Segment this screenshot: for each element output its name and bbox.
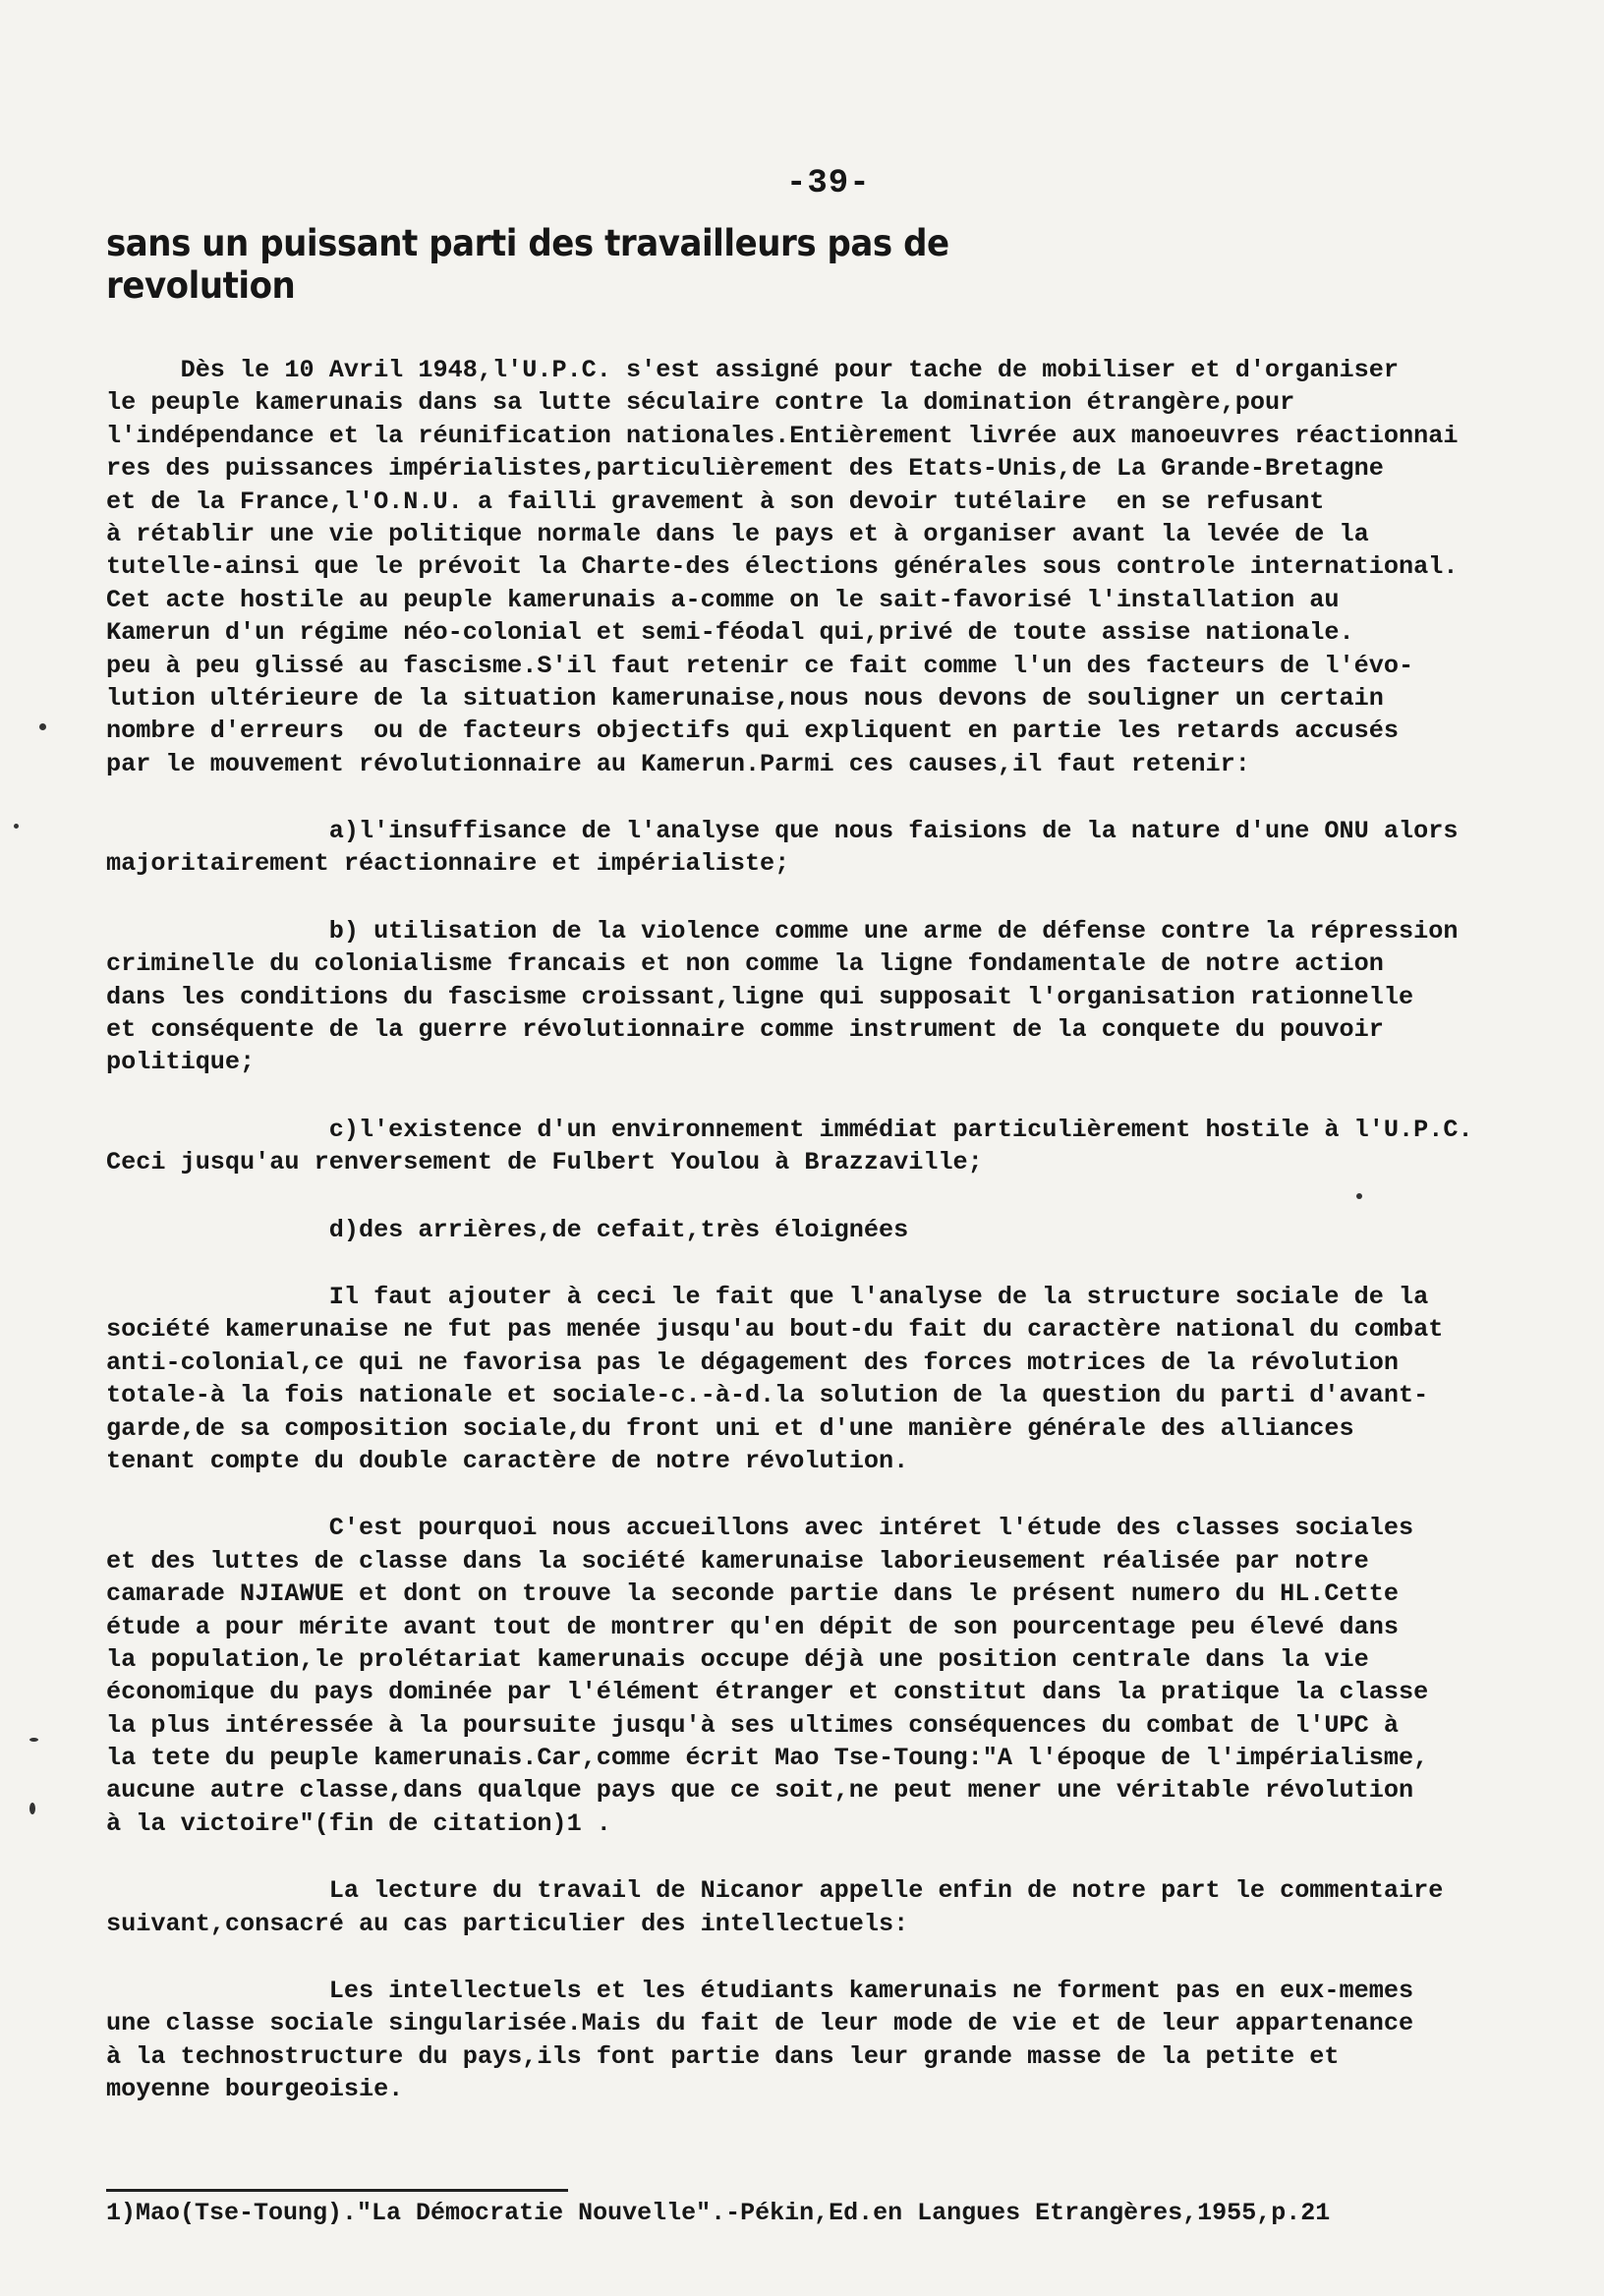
paragraph-gap xyxy=(106,1840,1600,1874)
text-line: camarade NJIAWUE et dont on trouve la seconde partie dans le présent numero du HL.Cette xyxy=(106,1579,1400,1609)
text-line: à la victoire"(fin de citation)1 . xyxy=(106,1808,611,1838)
paragraph-gap xyxy=(106,881,1600,915)
text-line: criminelle du colonialisme francais et non comme la ligne fondamentale de notre action xyxy=(106,949,1384,979)
text-line: la plus intéressée à la poursuite jusqu'à ses ultimes conséquences du combat de l'UPC à xyxy=(106,1710,1400,1740)
text-line: l'indépendance et la réunification nationales.Entièrement livrée aux manoeuvres réactionnai xyxy=(106,421,1459,450)
text-line: politique; xyxy=(106,1048,256,1077)
paragraph-gap xyxy=(106,780,1600,815)
paragraph xyxy=(106,1114,1600,1179)
text-line: et conséquente de la guerre révolutionnaire comme instrument de la conquete du pouvoir xyxy=(106,1015,1384,1045)
text-line: suivant,consacré au cas particulier des intellectuels: xyxy=(106,1909,909,1938)
text-line: une classe sociale singularisée.Mais du fait de leur mode de vie et de leur appartenance xyxy=(106,2009,1414,2038)
paragraph-gap xyxy=(106,1079,1600,1114)
body-text xyxy=(106,354,1600,2106)
text-line: res des puissances impérialistes,particulièrement des Etats-Unis,de La Grande-Bretagne xyxy=(106,454,1384,484)
paragraph xyxy=(106,1975,1600,2106)
text-line: majoritairement réactionnaire et impérialiste; xyxy=(106,849,790,879)
paragraph xyxy=(106,1512,1600,1840)
paragraph-gap xyxy=(106,1477,1600,1512)
text-line: nombre d'erreurs ou de facteurs objectifs qui expliquent en partie les retards accusés xyxy=(106,717,1400,746)
page-title: sans un puissant parti des travailleurs pas de revolution xyxy=(106,222,949,307)
paragraph xyxy=(106,915,1600,1079)
text-line: aucune autre classe,dans qualque pays que ce soit,ne peut mener une véritable révolution xyxy=(106,1776,1414,1806)
scan-speck xyxy=(14,824,19,829)
text-line: Kamerun d'un régime néo-colonial et semi-féodal qui,privé de toute assise nationale. xyxy=(106,618,1354,648)
text-line: Dès le 10 Avril 1948,l'U.P.C. s'est assigné pour tache de mobiliser et d'organiser xyxy=(106,356,1400,384)
text-line: société kamerunaise ne fut pas menée jusqu'au bout-du fait du caractère national du combat xyxy=(106,1315,1444,1345)
scan-speck xyxy=(29,1738,38,1742)
text-line: peu à peu glissé au fascisme.S'il faut retenir ce fait comme l'un des facteurs de l'évo- xyxy=(106,651,1414,680)
paragraph xyxy=(106,1874,1600,1940)
text-line: anti-colonial,ce qui ne favorisa pas le dégagement des forces motrices de la révolution xyxy=(106,1348,1400,1377)
text-line: le peuple kamerunais dans sa lutte séculaire contre la domination étrangère,pour xyxy=(106,388,1295,418)
text-line: b) utilisation de la violence comme une arme de défense contre la répression xyxy=(106,916,1459,946)
text-line: La lecture du travail de Nicanor appelle enfin de notre part le commentaire xyxy=(106,1876,1444,1906)
text-line: et de la France,l'O.N.U. a failli gravement à son devoir tutélaire en se refusant xyxy=(106,487,1325,516)
text-line: a)l'insuffisance de l'analyse que nous faisions de la nature d'une ONU alors xyxy=(106,817,1459,846)
text-line: Il faut ajouter à ceci le fait que l'analyse de la structure sociale de la xyxy=(106,1282,1429,1311)
text-line: tutelle-ainsi que le prévoit la Charte-des élections générales sous controle international. xyxy=(106,552,1459,582)
text-line: dans les conditions du fascisme croissant,ligne qui supposait l'organisation rationnelle xyxy=(106,982,1414,1011)
scan-speck xyxy=(1356,1193,1362,1199)
page-number: -39- xyxy=(786,165,871,202)
text-line: totale-à la fois nationale et sociale-c.-à-d.la solution de la question du parti d'avant- xyxy=(106,1381,1429,1410)
text-line: économique du pays dominée par l'élément étranger et constitut dans la pratique la classe xyxy=(106,1678,1429,1707)
text-line: à rétablir une vie politique normale dans le pays et à organiser avant la levée de la xyxy=(106,519,1369,548)
text-line: et des luttes de classe dans la société kamerunaise laborieusement réalisée par notre xyxy=(106,1546,1369,1576)
paragraph xyxy=(106,815,1600,881)
paragraph xyxy=(106,354,1600,780)
text-line: à la technostructure du pays,ils font partie dans leur grande masse de la petite et xyxy=(106,2041,1340,2071)
text-line: la tete du peuple kamerunais.Car,comme écrit Mao Tse-Toung:"A l'époque de l'impérialisme, xyxy=(106,1744,1429,1773)
text-line: C'est pourquoi nous accueillons avec intéret l'étude des classes sociales xyxy=(106,1514,1414,1543)
paragraph-gap xyxy=(106,1940,1600,1975)
text-line: c)l'existence d'un environnement immédiat particulièrement hostile à l'U.P.C. xyxy=(106,1115,1473,1144)
text-line: par le mouvement révolutionnaire au Kamerun.Parmi ces causes,il faut retenir: xyxy=(106,749,1250,778)
scan-speck xyxy=(29,1803,35,1814)
text-line: Les intellectuels et les étudiants kamerunais ne forment pas en eux-memes xyxy=(106,1977,1414,2006)
text-line: tenant compte du double caractère de notre révolution. xyxy=(106,1446,909,1475)
footnote: 1)Mao(Tse-Toung)."La Démocratie Nouvelle".-Pékin,Ed.en Langues Etrangères,1955,p.21 xyxy=(106,2199,1331,2227)
footnote-separator xyxy=(106,2189,568,2192)
scan-speck xyxy=(39,723,46,730)
text-line: Cet acte hostile au peuple kamerunais a-comme on le sait-favorisé l'installation au xyxy=(106,585,1340,614)
text-line: étude a pour mérite avant tout de montrer qu'en dépit de son pourcentage peu élevé dans xyxy=(106,1612,1400,1641)
text-line: la population,le prolétariat kamerunais occupe déjà une position centrale dans la vie xyxy=(106,1644,1369,1674)
text-line: Ceci jusqu'au renversement de Fulbert Youlou à Brazzaville; xyxy=(106,1148,983,1177)
paragraph-gap xyxy=(106,1246,1600,1281)
text-line: lution ultérieure de la situation kamerunaise,nous nous devons de souligner un certain xyxy=(106,683,1384,713)
paragraph xyxy=(106,1281,1600,1477)
text-line: garde,de sa composition sociale,du front uni et d'une manière générale des alliances xyxy=(106,1413,1354,1443)
text-line: moyenne bourgeoisie. xyxy=(106,2075,404,2104)
text-line: d)des arrières,de cefait,très éloignées xyxy=(106,1215,909,1244)
paragraph-gap xyxy=(106,1179,1600,1214)
paragraph xyxy=(106,1214,1600,1246)
